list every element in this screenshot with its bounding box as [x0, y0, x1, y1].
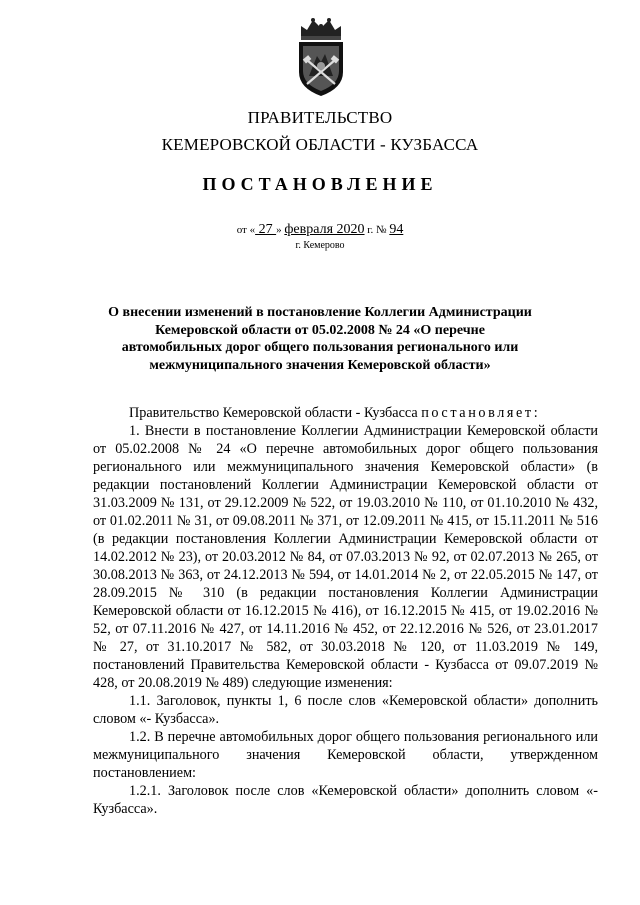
- intro-paragraph: [93, 404, 598, 422]
- kemerovo-coat-of-arms-icon: [293, 14, 349, 98]
- government-name-line1: ПРАВИТЕЛЬСТВО: [247, 108, 393, 127]
- document-heading: О внесении изменений в постановление Коллегии Администрации Кемеровской области от 05.02.2008 № 24 «О перечне автомобильных дорог общего пользования регионального или межмуниципального значения Кемеровской области»: [108, 305, 532, 373]
- date-day: 27: [255, 222, 277, 237]
- date-prefix: от «: [236, 224, 256, 236]
- paragraph-1-2: 1.2. В перечне автомобильных дорог общего пользования регионального или межмуниципального значения Кемеровской области, утвержденном постановлением:: [93, 729, 598, 781]
- date-mid: »: [276, 224, 285, 236]
- document-number: 94: [389, 222, 404, 237]
- paragraph-1: 1. Внести в постановление Коллегии Администрации Кемеровской области от 05.02.2008 № 24 «О перечне автомобильных дорог общего пользования регионального или межмуниципального значения Кемеровской области» (в редакции постановлений Коллегии Администрации Кемеровской области от 31.03.2009 № 131, от 29.12.2009 № 522, от 19.03.2010 № 110, от 01.10.2010 № 432, от 01.02.2011 № 31, от 09.08.2011 № 371, от 12.09.2011 № 415, от 15.11.2011 № 516 (в редакции постановления Коллегии Администрации Кемеровской области от 14.02.2012 № 23), от 20.03.2012 № 84, от 07.03.2013 № 92, от 02.07.2013 № 265, от 30.08.2013 № 363, от 24.12.2013 № 594, от 14.01.2014 № 2, от 22.05.2015 № 147, от 28.09.2015 № 310 (в редакции постановления Коллегии Администрации Кемеровской области от 16.12.2015 № 416), от 16.12.2015 № 415, от 19.02.2016 № 52, от 07.11.2016 № 427, от 14.11.2016 № 452, от 22.12.2016 № 526, от 23.01.2017 № 27, от 31.10.2017 № 582, от 30.03.2018 № 120, от 11.03.2019 № 149, постановлений Правительства Кемеровской области - Кузбасса от 09.07.2019 № 428, от 20.08.2019 № 489) следующие изменения:: [93, 423, 598, 691]
- document-body: [93, 404, 598, 818]
- city-label: г. Кемерово: [295, 240, 345, 251]
- date-number-line: [0, 222, 640, 238]
- intro-text: Правительство Кемеровской области - Кузбасса: [129, 405, 422, 421]
- document-type-title: ПОСТАНОВЛЕНИЕ: [202, 174, 438, 194]
- intro-resolution-word: постановляет:: [421, 405, 541, 421]
- government-name-line2: КЕМЕРОВСКОЙ ОБЛАСТИ - КУЗБАССА: [161, 135, 479, 154]
- date-suffix: г. №: [364, 224, 390, 236]
- date-month-year: февраля 2020: [284, 222, 365, 237]
- paragraph-1-2-1: 1.2.1. Заголовок после слов «Кемеровской области» дополнить словом «- Кузбасса».: [93, 783, 598, 817]
- paragraph-1-1: 1.1. Заголовок, пункты 1, 6 после слов «Кемеровской области» дополнить словом «- Кузбасса».: [93, 693, 598, 727]
